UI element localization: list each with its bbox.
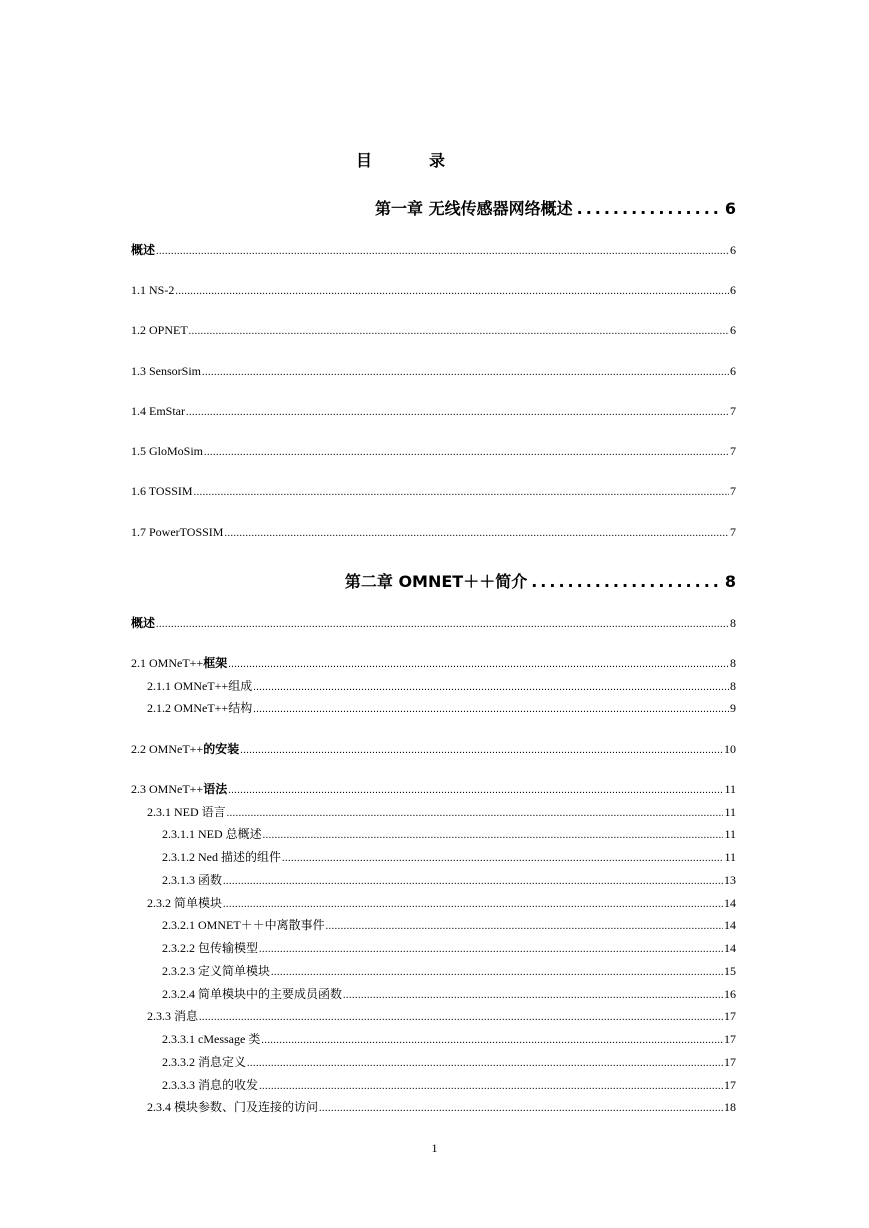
entry-page: 15 <box>724 964 736 978</box>
entry-label: 1.6 TOSSIM <box>131 484 193 498</box>
entry-label-prefix: 2.1 OMNeT++ <box>131 656 204 670</box>
dot-leader <box>253 703 729 717</box>
entry-label <box>131 742 239 756</box>
entry-label: 2.3.2 简单模块 <box>147 896 223 910</box>
toc-entry[interactable] <box>162 850 736 866</box>
entry-label-bold: 语法 <box>203 782 228 796</box>
entry-label-prefix: 2.2 OMNeT++ <box>131 742 204 756</box>
entry-label-prefix: 2.3 OMNeT++ <box>131 782 204 796</box>
entry-label: 2.3.1.3 函数 <box>162 873 223 887</box>
dot-leader <box>199 1011 723 1025</box>
entry-label: 2.3.1.1 NED 总概述 <box>162 827 262 841</box>
dot-leader <box>261 1034 723 1048</box>
entry-label: 2.3.2.1 OMNET＋＋中离散事件 <box>162 918 325 932</box>
dot-leader <box>223 875 723 889</box>
dot-leader <box>343 989 723 1003</box>
entry-page: 6 <box>730 364 736 378</box>
toc-entry[interactable] <box>131 782 736 798</box>
toc-entry[interactable] <box>131 243 736 259</box>
entry-page: 13 <box>724 873 736 887</box>
entry-label: 2.3.3.1 cMessage 类 <box>162 1032 261 1046</box>
dot-leader <box>271 966 723 980</box>
toc-entry[interactable] <box>147 679 736 695</box>
dot-leader <box>204 446 729 460</box>
entry-page: 17 <box>724 1055 736 1069</box>
toc-entry[interactable] <box>131 444 736 460</box>
entry-label: 1.2 OPNET <box>131 323 188 337</box>
dot-leader <box>228 784 723 798</box>
dot-leader <box>175 285 729 299</box>
toc-title <box>356 148 445 171</box>
dot-leader <box>194 486 729 500</box>
toc-entry[interactable] <box>162 1078 736 1094</box>
toc-entry[interactable] <box>162 987 736 1003</box>
entry-label: 概述 <box>131 243 156 257</box>
dot-leader <box>319 1102 723 1116</box>
entry-page: 14 <box>724 896 736 910</box>
entry-page: 6 <box>730 243 736 257</box>
entry-page: 8 <box>730 656 736 670</box>
dot-leader <box>202 366 729 380</box>
entry-page: 11 <box>724 805 736 819</box>
dot-leader <box>282 852 723 866</box>
dot-leader <box>240 744 723 758</box>
toc-entry[interactable] <box>131 404 736 420</box>
dot-leader <box>247 1057 723 1071</box>
toc-entry[interactable] <box>147 701 736 717</box>
entry-label: 概述 <box>131 616 156 630</box>
dot-leader <box>253 681 729 695</box>
toc-entry[interactable] <box>162 918 736 934</box>
toc-entry[interactable] <box>147 896 736 912</box>
toc-entry[interactable] <box>131 656 736 672</box>
entry-label-bold: 的安装 <box>203 742 240 756</box>
dot-leader <box>228 658 729 672</box>
toc-entry[interactable] <box>162 1032 736 1048</box>
toc-entry[interactable] <box>131 525 736 541</box>
dot-leader <box>224 527 729 541</box>
entry-page: 14 <box>724 918 736 932</box>
entry-label: 2.1.1 OMNeT++组成 <box>147 679 253 693</box>
toc-entry[interactable] <box>162 1055 736 1071</box>
chapter-label: 第一章 无线传感器网络概述 <box>375 199 573 218</box>
entry-page: 11 <box>724 782 736 796</box>
entry-label: 2.3.2.3 定义简单模块 <box>162 964 271 978</box>
entry-page: 11 <box>724 827 736 841</box>
entry-page: 7 <box>730 484 736 498</box>
toc-entry[interactable] <box>131 742 736 758</box>
entry-label: 2.3.1 NED 语言 <box>147 805 226 819</box>
entry-label: 1.5 GloMoSim <box>131 444 204 458</box>
page-number: 1 <box>431 1141 438 1155</box>
entry-page: 9 <box>730 701 736 715</box>
toc-entry[interactable] <box>147 805 736 821</box>
chapter-page: 6 <box>724 199 736 218</box>
entry-label: 2.3.2.4 简单模块中的主要成员函数 <box>162 987 343 1001</box>
dot-leader: ................ <box>576 199 722 218</box>
entry-label: 1.7 PowerTOSSIM <box>131 525 224 539</box>
entry-label: 2.3.1.2 Ned 描述的组件 <box>162 850 281 864</box>
entry-page: 16 <box>724 987 736 1001</box>
entry-page: 18 <box>724 1100 736 1114</box>
toc-title-part1: 目 <box>356 151 373 170</box>
toc-entry[interactable] <box>131 484 736 500</box>
dot-leader <box>156 618 729 632</box>
dot-leader <box>259 943 723 957</box>
entry-page: 17 <box>724 1032 736 1046</box>
entry-page: 17 <box>724 1009 736 1023</box>
entry-label: 2.3.2.2 包传输模型 <box>162 941 259 955</box>
entry-page: 6 <box>730 323 736 337</box>
dot-leader <box>223 898 723 912</box>
entry-page: 17 <box>724 1078 736 1092</box>
entry-label: 2.3.3.3 消息的收发 <box>162 1078 259 1092</box>
dot-leader <box>156 245 729 259</box>
entry-label: 1.4 EmStar <box>131 404 185 418</box>
entry-label: 2.3.4 模块参数、门及连接的访问 <box>147 1100 319 1114</box>
entry-page: 7 <box>730 444 736 458</box>
dot-leader <box>263 829 724 843</box>
toc-entry[interactable] <box>162 964 736 980</box>
entry-page: 6 <box>730 283 736 297</box>
dot-leader <box>186 406 729 420</box>
entry-label: 2.1.2 OMNeT++结构 <box>147 701 253 715</box>
chapter-page: 8 <box>724 572 736 591</box>
entry-label: 2.3.3 消息 <box>147 1009 199 1023</box>
entry-page: 11 <box>724 850 736 864</box>
toc-chapter-1[interactable] <box>375 196 736 219</box>
toc-entry[interactable] <box>131 364 736 380</box>
toc-entry[interactable] <box>147 1100 736 1116</box>
toc-entry[interactable] <box>162 827 736 843</box>
dot-leader <box>259 1080 723 1094</box>
toc-entry[interactable] <box>147 1009 736 1025</box>
toc-entry[interactable] <box>131 283 736 299</box>
entry-label: 1.1 NS-2 <box>131 283 175 297</box>
toc-entry[interactable] <box>131 616 736 632</box>
dot-leader: ..................... <box>531 572 722 591</box>
dot-leader <box>189 325 729 339</box>
entry-label: 1.3 SensorSim <box>131 364 202 378</box>
entry-page: 8 <box>730 679 736 693</box>
toc-chapter-2[interactable] <box>345 569 736 592</box>
entry-page: 7 <box>730 404 736 418</box>
entry-label: 2.3.3.2 消息定义 <box>162 1055 247 1069</box>
toc-entry[interactable] <box>162 873 736 889</box>
entry-page: 8 <box>730 616 736 630</box>
entry-page: 10 <box>724 742 736 756</box>
dot-leader <box>227 807 724 821</box>
entry-label <box>131 656 227 670</box>
entry-label-bold: 框架 <box>203 656 228 670</box>
entry-label <box>131 782 227 796</box>
toc-title-part2: 录 <box>429 151 446 170</box>
entry-page: 14 <box>724 941 736 955</box>
dot-leader <box>326 920 723 934</box>
toc-entry[interactable] <box>131 323 736 339</box>
toc-entry[interactable] <box>162 941 736 957</box>
entry-page: 7 <box>730 525 736 539</box>
chapter-label: 第二章 OMNET＋＋简介 <box>344 572 528 591</box>
